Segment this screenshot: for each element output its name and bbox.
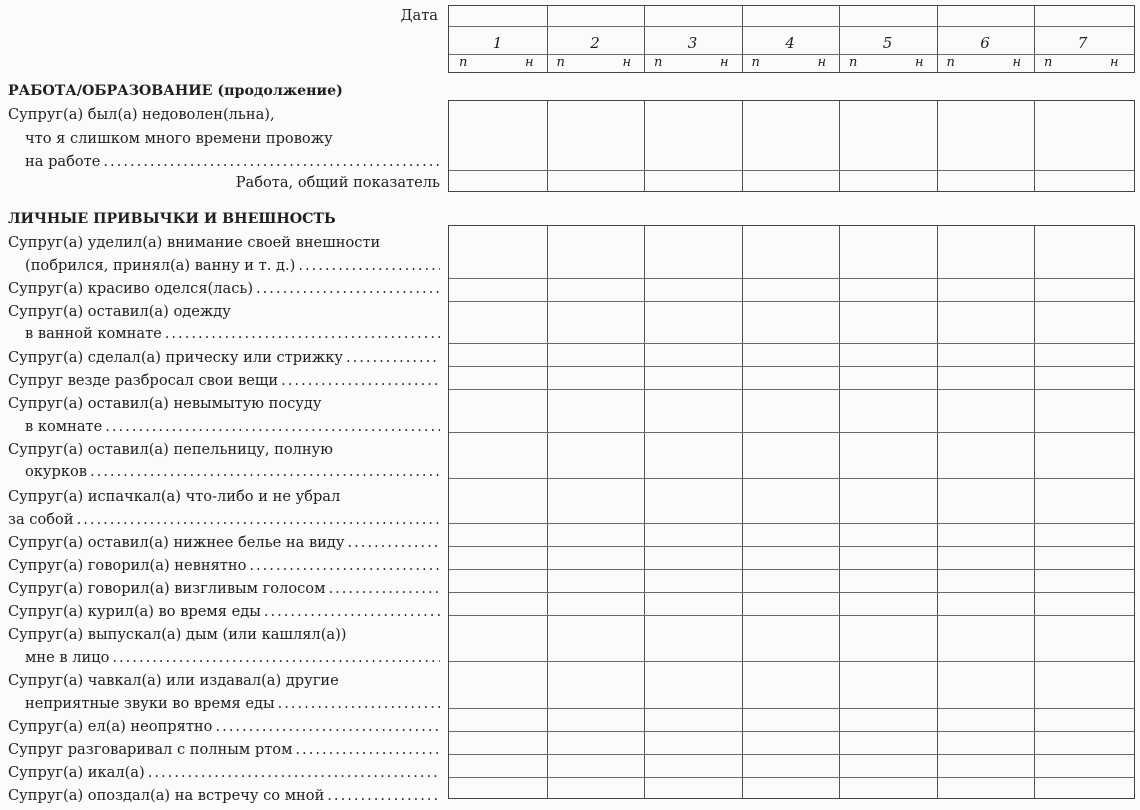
day-5-sub-n: н — [915, 55, 924, 70]
day-number-7: 7 — [1077, 34, 1088, 52]
section-title-work-suffix: (продолжение) — [217, 83, 343, 99]
habits-grid — [448, 225, 1135, 799]
habit-row-divider — [449, 592, 1134, 593]
habit-row-divider — [449, 708, 1134, 709]
habit-item-13-line2-text: мне в лицо — [25, 649, 110, 666]
habit-item-8-line2 — [8, 510, 440, 529]
habit-item-8-line2-text: за собой — [8, 511, 74, 528]
day-4-sub-n: н — [817, 55, 827, 70]
day-number-6: 6 — [980, 34, 990, 52]
day-6-sub-p: п — [946, 55, 955, 70]
habit-item-10-line1 — [8, 556, 440, 575]
habit-item-3-line2 — [8, 324, 440, 343]
habit-item-7-line2 — [8, 462, 440, 481]
habit-item-6-line1: Супруг(а) оставил(а) невымытую посуду — [8, 395, 322, 412]
date-header-grid — [448, 5, 1135, 73]
habit-item-2-line1-text: Супруг(а) красиво оделся(лась) — [8, 280, 254, 297]
habit-row-divider — [449, 389, 1134, 390]
day-2-sub-n: н — [622, 55, 632, 70]
habit-row-divider — [449, 569, 1134, 570]
day-number-5: 5 — [882, 34, 893, 52]
habit-item-4-line1 — [8, 348, 440, 367]
habit-item-5-line1-text: Супруг везде разбросал свои вещи — [8, 372, 279, 389]
section-title-work-main: РАБОТА/ОБРАЗОВАНИЕ — [8, 83, 213, 99]
day-7-sub-n: н — [1110, 55, 1119, 70]
habit-item-14-line2 — [8, 694, 440, 713]
habit-item-16-line1 — [8, 740, 440, 759]
work-item-line3 — [8, 152, 440, 171]
work-grid — [448, 100, 1135, 192]
header-row-divider — [449, 54, 1134, 55]
habit-item-12-line1 — [8, 602, 440, 621]
habit-item-9-line1-text: Супруг(а) оставил(а) нижнее белье на виду — [8, 534, 345, 551]
work-row-divider — [449, 170, 1134, 171]
habit-row-divider — [449, 343, 1134, 344]
habit-item-16-line1-text: Супруг разговаривал с полным ртом — [8, 741, 293, 758]
habit-item-14-line2-text: неприятные звуки во время еды — [25, 695, 275, 712]
habit-item-1-line2 — [8, 256, 440, 275]
work-item-line2: что я слишком много времени провожу — [25, 130, 333, 147]
habit-item-9-line1 — [8, 533, 440, 552]
column-divider — [1034, 101, 1035, 191]
column-divider — [937, 101, 938, 191]
habit-item-5-line1 — [8, 371, 440, 390]
day-7-sub-p: п — [1044, 55, 1053, 70]
column-divider — [839, 226, 840, 798]
day-4-sub-p: п — [751, 55, 760, 70]
habit-item-15-line1-text: Супруг(а) ел(а) неопрятно — [8, 718, 213, 735]
habit-row-divider — [449, 478, 1134, 479]
habit-item-18-line1 — [8, 786, 440, 805]
day-number-2: 2 — [590, 34, 600, 52]
habit-item-1-line1: Супруг(а) уделил(а) внимание своей внешности — [8, 234, 381, 251]
habit-item-17-line1 — [8, 763, 440, 782]
habit-item-10-line1-text: Супруг(а) говорил(а) невнятно — [8, 557, 247, 574]
habit-item-13-line1: Супруг(а) выпускал(а) дым (или кашлял(а)) — [8, 626, 347, 643]
habit-item-11-line1-text: Супруг(а) говорил(а) визгливым голосом — [8, 580, 326, 597]
habit-item-4-line1-text: Супруг(а) сделал(а) прическу или стрижку — [8, 349, 343, 366]
habit-item-12-line1-text: Супруг(а) курил(а) во время еды — [8, 603, 261, 620]
habit-item-2-line1 — [8, 279, 440, 298]
column-divider — [644, 101, 645, 191]
day-3-sub-p: п — [654, 55, 663, 70]
day-6-sub-n: н — [1012, 55, 1022, 70]
column-divider — [742, 226, 743, 798]
habit-row-divider — [449, 754, 1134, 755]
habit-row-divider — [449, 777, 1134, 778]
habit-item-3-line2-text: в ванной комнате — [25, 325, 162, 342]
habit-row-divider — [449, 546, 1134, 547]
habit-item-6-line2 — [8, 417, 440, 436]
date-label: Дата — [400, 7, 438, 24]
work-total-label: Работа, общий показатель — [235, 174, 440, 191]
habit-row-divider — [449, 523, 1134, 524]
habit-item-18-line1-text: Супруг(а) опоздал(а) на встречу со мной — [8, 787, 325, 804]
day-number-1: 1 — [492, 34, 503, 52]
header-row-divider — [449, 26, 1134, 27]
habit-item-1-line2-text: (побрился, принял(а) ванну и т. д.) — [25, 257, 296, 274]
work-item-line3-text: на работе — [25, 153, 101, 170]
day-3-sub-n: н — [720, 55, 729, 70]
habit-row-divider — [449, 731, 1134, 732]
day-1-sub-p: п — [459, 55, 468, 70]
habit-item-6-line2-text: в комнате — [25, 418, 103, 435]
habit-item-15-line1 — [8, 717, 440, 736]
habit-row-divider — [449, 615, 1134, 616]
habit-row-divider — [449, 366, 1134, 367]
section-title-work — [8, 82, 440, 101]
day-number-4: 4 — [785, 34, 795, 52]
habit-row-divider — [449, 278, 1134, 279]
day-2-sub-p: п — [556, 55, 565, 70]
habit-item-11-line1 — [8, 579, 440, 598]
habit-item-7-line2-text: окурков — [25, 463, 87, 480]
column-divider — [839, 101, 840, 191]
habit-item-13-line2 — [8, 648, 440, 667]
column-divider — [547, 226, 548, 798]
column-divider — [547, 101, 548, 191]
work-item-line1: Супруг(а) был(а) недоволен(льна), — [8, 106, 275, 123]
habit-item-17-line1-text: Супруг(а) икал(а) — [8, 764, 145, 781]
section-title-habits: ЛИЧНЫЕ ПРИВЫЧКИ И ВНЕШНОСТЬ — [8, 211, 336, 227]
column-divider — [644, 226, 645, 798]
habit-item-3-line1: Супруг(а) оставил(а) одежду — [8, 303, 231, 320]
column-divider — [937, 226, 938, 798]
day-5-sub-p: п — [849, 55, 858, 70]
day-1-sub-n: н — [525, 55, 534, 70]
habit-row-divider — [449, 661, 1134, 662]
habit-row-divider — [449, 432, 1134, 433]
day-number-3: 3 — [687, 34, 698, 52]
column-divider — [1034, 226, 1035, 798]
habit-item-8-line1: Супруг(а) испачкал(а) что-либо и не убрал — [8, 488, 341, 505]
column-divider — [742, 101, 743, 191]
habit-row-divider — [449, 301, 1134, 302]
habit-item-7-line1: Супруг(а) оставил(а) пепельницу, полную — [8, 441, 333, 458]
habit-item-14-line1: Супруг(а) чавкал(а) или издавал(а) другие — [8, 672, 339, 689]
